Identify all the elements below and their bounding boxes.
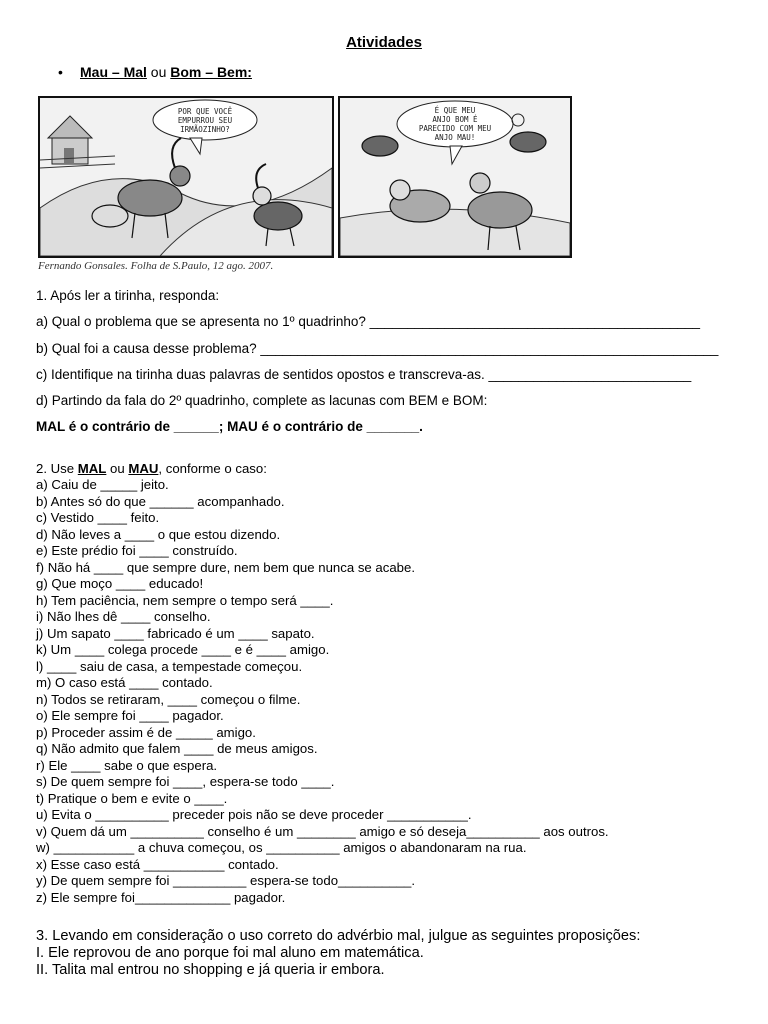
q1-item-b: b) Qual foi a causa desse problema? _____________________________________________________________	[36, 341, 719, 356]
list-item: a) Caiu de _____ jeito.	[36, 477, 169, 492]
q2-list	[36, 477, 609, 906]
list-item: r) Ele ____ sabe o que espera.	[36, 757, 218, 773]
q1-intro: 1. Após ler a tirinha, responda:	[36, 288, 220, 303]
bullet-dot: •	[58, 64, 63, 80]
q1-item-d: d) Partindo da fala do 2º quadrinho, complete as lacunas com BEM e BOM:	[36, 393, 488, 408]
list-item: h) Tem paciência, nem sempre o tempo será ____.	[36, 592, 334, 608]
comic-panel-1	[38, 96, 334, 258]
list-item: l) ____ saiu de casa, a tempestade começou.	[36, 658, 303, 674]
panel2-bubble-line4: ANJO MAU!	[434, 133, 476, 142]
list-item: n) Todos se retiraram, ____ começou o filme.	[36, 691, 301, 707]
list-item: v) Quem dá um __________ conselho é um ________ amigo e só deseja__________ aos outros.	[36, 823, 609, 839]
list-item: d) Não leves a ____ o que estou dizendo.	[36, 526, 281, 542]
comic-panel-2	[338, 96, 572, 258]
list-item: c) Vestido ____ feito.	[36, 510, 160, 525]
list-item: i) Não lhes dê ____ conselho.	[36, 609, 211, 624]
q2-mau: MAU	[128, 461, 159, 476]
list-item: s) De quem sempre foi ____, espera-se todo ____.	[36, 774, 335, 789]
q1-bold-line: MAL é o contrário de ______; MAU é o contrário de _______.	[36, 419, 423, 434]
bullet-heading	[58, 64, 252, 80]
comic-panel-1-art	[40, 98, 332, 256]
heading-sep: ou	[146, 64, 171, 80]
page-title: Atividades	[346, 34, 422, 51]
q2-intro	[36, 461, 267, 478]
q1-item-a: a) Qual o problema que se apresenta no 1º quadrinho? ____________________________________________	[36, 314, 701, 329]
list-item: f) Não há ____ que sempre dure, nem bem que nunca se acabe.	[36, 559, 416, 575]
list-item: x) Esse caso está ___________ contado.	[36, 856, 279, 872]
panel1-bubble-line3: IRMÃOZINHO?	[180, 125, 230, 134]
q2-ou: ou	[106, 461, 129, 476]
list-item: g) Que moço ____ educado!	[36, 576, 204, 591]
list-item: y) De quem sempre foi __________ espera-se todo__________.	[36, 873, 416, 888]
q2-mal: MAL	[77, 461, 107, 476]
q3-intro: 3. Levando em consideração o uso correto do advérbio mal, julgue as seguintes proposições:	[36, 928, 641, 944]
list-item: k) Um ____ colega procede ____ e é ____ amigo.	[36, 642, 330, 657]
comic-panel-2-art	[340, 98, 570, 256]
q2-intro-pre: 2. Use	[36, 461, 78, 476]
heading-mau-mal: Mau – Mal	[80, 64, 147, 80]
q3-item-ii: II. Talita mal entrou no shopping e já queria ir embora.	[36, 962, 385, 978]
panel2-bubble-line3: PARECIDO COM MEU	[418, 124, 492, 133]
list-item: b) Antes só do que ______ acompanhado.	[36, 493, 285, 509]
panel1-bubble-line1: POR QUE VOCÊ	[177, 107, 233, 116]
list-item: j) Um sapato ____ fabricado é um ____ sapato.	[36, 625, 315, 641]
q1-item-c: c) Identifique na tirinha duas palavras de sentidos opostos e transcreva-as. ___________________________	[36, 367, 692, 382]
list-item: e) Este prédio foi ____ construído.	[36, 543, 238, 558]
q3-item-i: I. Ele reprovou de ano porque foi mal aluno em matemática.	[36, 945, 424, 961]
panel1-bubble-line2: EMPURROU SEU	[177, 116, 233, 125]
list-item: q) Não admito que falem ____ de meus amigos.	[36, 741, 318, 756]
heading-bom-bem: Bom – Bem:	[170, 64, 252, 80]
comic-strip	[38, 96, 576, 278]
panel2-bubble-line1: É QUE MEU	[434, 106, 476, 115]
panel2-bubble-line2: ANJO BOM É	[432, 115, 478, 124]
list-item: t) Pratique o bem e evite o ____.	[36, 790, 228, 806]
list-item: w) ___________ a chuva começou, os __________ amigos o abandonaram na rua.	[36, 840, 527, 855]
comic-credit: Fernando Gonsales. Folha de S.Paulo, 12 ago. 2007.	[38, 260, 274, 272]
list-item: o) Ele sempre foi ____ pagador.	[36, 708, 224, 723]
q2-intro-post: , conforme o caso:	[158, 461, 267, 476]
list-item: p) Proceder assim é de _____ amigo.	[36, 724, 256, 740]
list-item: z) Ele sempre foi_____________ pagador.	[36, 889, 286, 905]
list-item: u) Evita o __________ preceder pois não se deve proceder ___________.	[36, 807, 472, 822]
list-item: m) O caso está ____ contado.	[36, 675, 213, 690]
